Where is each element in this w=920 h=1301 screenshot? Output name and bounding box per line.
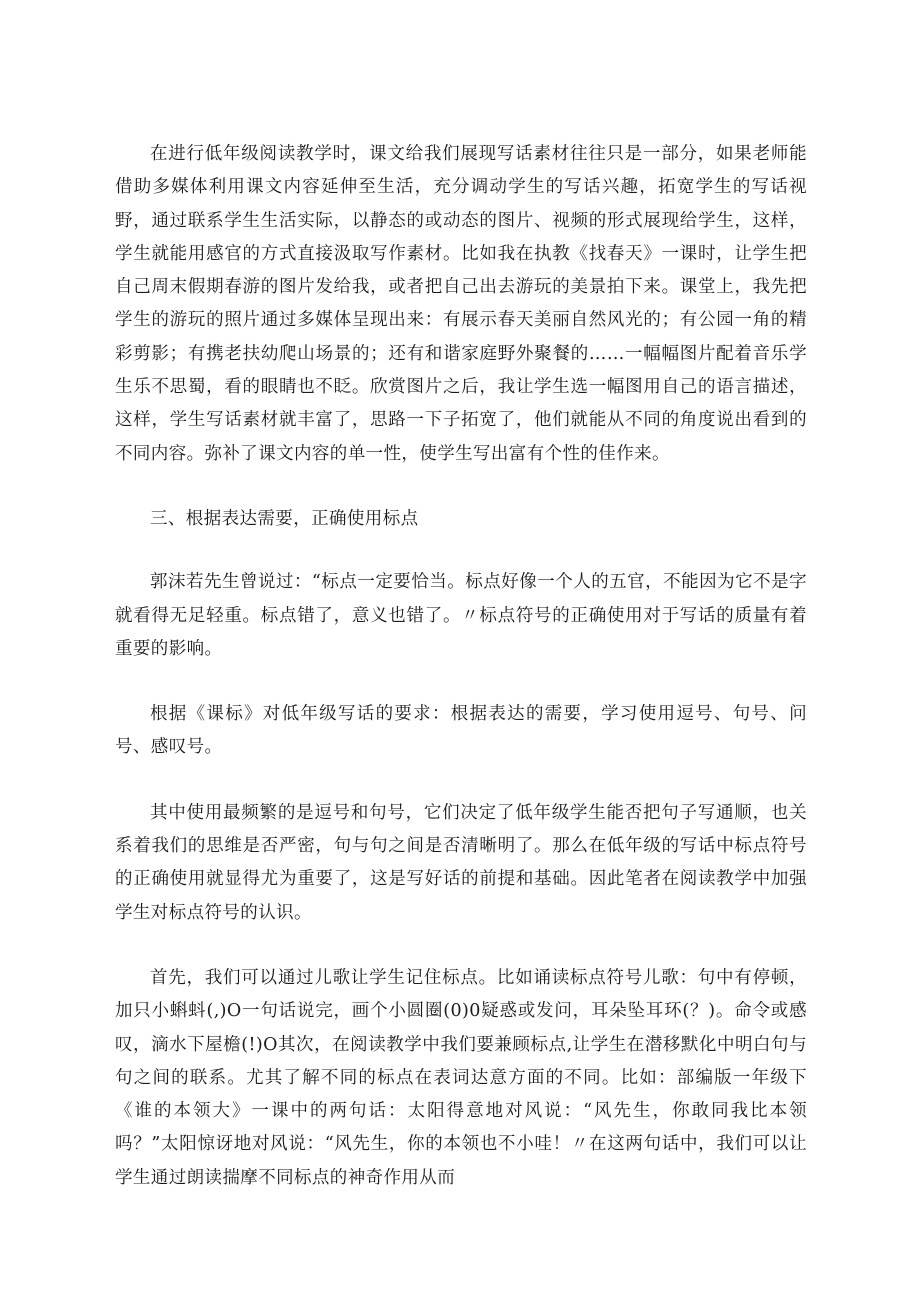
section-heading-punctuation: 三、根据表达需要，正确使用标点 — [150, 508, 419, 529]
document-body — [115, 138, 807, 1227]
paragraph-comma-period: 其中使用最频繁的是逗号和句号，它们决定了低年级学生能否把句子写通顺，也关系着我们的思维是否严密，句与句之间是否清晰明了。那么在低年级的写话中标点符号的正确使用就显得尤为重要了，这是写好话的前提和基础。因此笔者在阅读教学中加强学生对标点符号的认识。 — [115, 802, 807, 923]
paragraph-curriculum-standard: 根据《课标》对低年级写话的要求：根据表达的需要，学习使用逗号、句号、问号、感叹号。 — [115, 704, 807, 758]
paragraph-children-rhyme: 首先，我们可以通过儿歌让学生记住标点。比如诵读标点符号儿歌：句中有停顿，加只小蝌蚪(,)O一句话说完，画个小圆圈(0)0疑惑或发问，耳朵坠耳环(？)。命令或感叹，滴水下屋檐(!)O其次，在阅读教学中我们要兼顾标点,让学生在潜移默化中明白句与句之间的联系。尤其了解不同的标点在表词达意方面的不同。比如：部编版一年级下《谁的本领大》一课中的两句话：太阳得意地对风说：“风先生，你敢同我比本领吗？”太阳惊讶地对风说：“风先生，你的本领也不小哇！〃在这两句话中，我们可以让学生通过朗读揣摩不同标点的神奇作用从而 — [115, 967, 807, 1188]
paragraph-guo-moruo-quote: 郭沫若先生曾说过：“标点一定要恰当。标点好像一个人的五官，不能因为它不是字就看得无足轻重。标点错了，意义也错了。〃标点符号的正确使用对于写话的质量有着重要的影响。 — [115, 572, 807, 659]
paragraph-reading-teaching: 在进行低年级阅读教学时，课文给我们展现写话素材往往只是一部分，如果老师能借助多媒体利用课文内容延伸至生活，充分调动学生的写话兴趣，拓宽学生的写话视野，通过联系学生生活实际，以静态的或动态的图片、视频的形式展现给学生，这样，学生就能用感官的方式直接汲取写作素材。比如我在执教《找春天》一课时，让学生把自己周末假期春游的图片发给我，或者把自己出去游玩的美景拍下来。课堂上，我先把学生的游玩的照片通过多媒体呈现出来：有展示春天美丽自然风光的；有公园一角的精彩剪影；有携老扶幼爬山场景的；还有和谐家庭野外聚餐的……一幅幅图片配着音乐学生乐不思蜀，看的眼睛也不眨。欣赏图片之后，我让学生选一幅图用自己的语言描述，这样，学生写话素材就丰富了，思路一下子拓宽了，他们就能从不同的角度说出看到的不同内容。弥补了课文内容的单一性，使学生写出富有个性的佳作来。 — [115, 144, 807, 464]
